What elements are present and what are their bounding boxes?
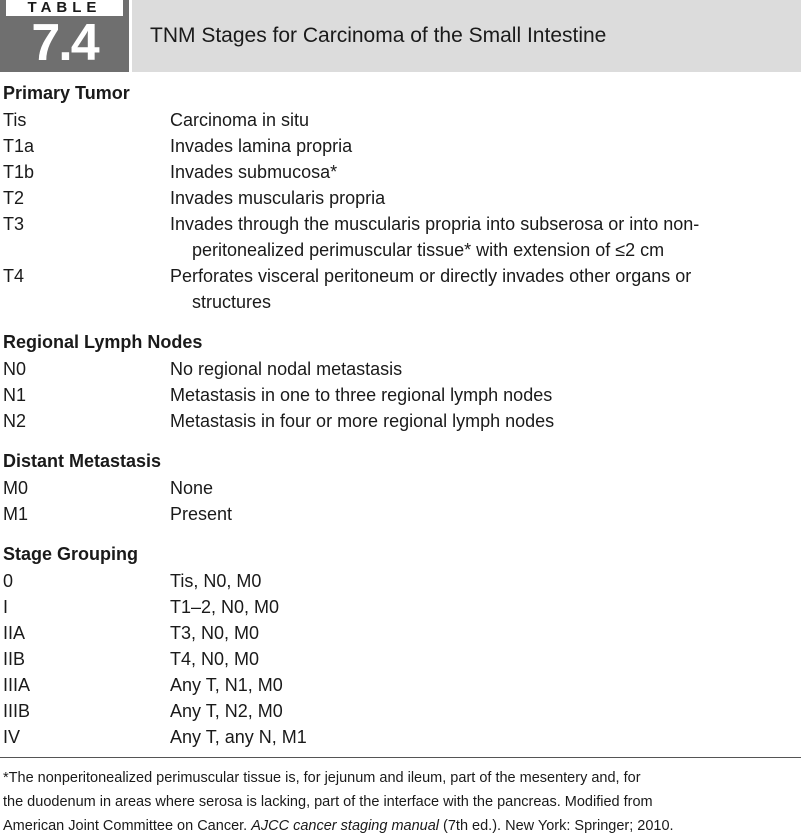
stage-description-line: Perforates visceral peritoneum or directly invades other organs or bbox=[170, 266, 692, 286]
stage-code: I bbox=[3, 597, 9, 617]
stage-code: T1b bbox=[3, 162, 35, 182]
stage-description-continuation: peritonealized perimuscular tissue* with extension of ≤2 cm bbox=[192, 240, 665, 260]
stage-code: T1a bbox=[3, 136, 35, 156]
stage-code: T2 bbox=[3, 188, 25, 208]
stage-code: IIIA bbox=[3, 675, 31, 695]
stage-description: Any T, any N, M1 bbox=[170, 727, 307, 747]
stage-description: T4, N0, M0 bbox=[170, 649, 260, 669]
stage-code: N2 bbox=[3, 411, 27, 431]
footnote bbox=[3, 766, 798, 838]
section-heading-primary-tumor: Primary Tumor bbox=[3, 83, 130, 103]
section-heading-distant-metastasis: Distant Metastasis bbox=[3, 451, 162, 471]
stage-code: 0 bbox=[3, 571, 14, 591]
stage-description-continuation: structures bbox=[192, 292, 272, 312]
stage-code: T4 bbox=[3, 266, 25, 286]
stage-code: N1 bbox=[3, 385, 27, 405]
stage-description: T3, N0, M0 bbox=[170, 623, 260, 643]
stage-code: IIB bbox=[3, 649, 26, 669]
footnote-divider bbox=[0, 757, 801, 758]
footnote-line bbox=[3, 814, 798, 838]
stage-code: M1 bbox=[3, 504, 29, 524]
stage-description: No regional nodal metastasis bbox=[170, 359, 403, 379]
stage-code: IV bbox=[3, 727, 21, 747]
table-title: TNM Stages for Carcinoma of the Small Intestine bbox=[150, 24, 607, 47]
stage-code: N0 bbox=[3, 359, 27, 379]
footnote-citation-text: (7th ed.). New York: Springer; 2010. bbox=[439, 818, 674, 834]
stage-code: T3 bbox=[3, 214, 25, 234]
footnote-line: *The nonperitonealized perimuscular tissue is, for jejunum and ileum, part of the mesentery and, for bbox=[3, 770, 641, 786]
title-bar bbox=[132, 0, 801, 72]
table-number: 7.4 bbox=[31, 14, 98, 72]
stage-description: T1–2, N0, M0 bbox=[170, 597, 280, 617]
footnote-citation-title: AJCC cancer staging manual bbox=[251, 818, 440, 834]
stage-description-line: Invades through the muscularis propria into subserosa or into non- bbox=[170, 214, 700, 234]
table-badge bbox=[0, 0, 129, 72]
footnote-citation-text: American Joint Committee on Cancer. bbox=[3, 818, 252, 834]
stage-description: Invades lamina propria bbox=[170, 136, 353, 156]
stage-code: IIA bbox=[3, 623, 26, 643]
stage-description: Any T, N2, M0 bbox=[170, 701, 283, 721]
stage-description: Metastasis in one to three regional lymph nodes bbox=[170, 385, 553, 405]
stage-code: Tis bbox=[3, 110, 27, 130]
stage-description: Invades muscularis propria bbox=[170, 188, 386, 208]
footnote-line: the duodenum in areas where serosa is lacking, part of the interface with the pancreas. Modified from bbox=[3, 794, 653, 810]
stage-description: Present bbox=[170, 504, 233, 524]
stage-description: Invades submucosa* bbox=[170, 162, 338, 182]
stage-code: IIIB bbox=[3, 701, 31, 721]
stage-code: M0 bbox=[3, 478, 29, 498]
stage-description: Carcinoma in situ bbox=[170, 110, 310, 130]
stage-description bbox=[170, 211, 780, 263]
stage-description: Metastasis in four or more regional lymph nodes bbox=[170, 411, 555, 431]
stage-description: Tis, N0, M0 bbox=[170, 571, 262, 591]
section-heading-regional-lymph-nodes: Regional Lymph Nodes bbox=[3, 332, 203, 352]
table-badge-label: TABLE bbox=[6, 0, 123, 16]
stage-description: None bbox=[170, 478, 214, 498]
section-heading-stage-grouping: Stage Grouping bbox=[3, 544, 138, 564]
stage-description: Any T, N1, M0 bbox=[170, 675, 283, 695]
table-header bbox=[0, 0, 801, 72]
stage-description bbox=[170, 263, 780, 315]
